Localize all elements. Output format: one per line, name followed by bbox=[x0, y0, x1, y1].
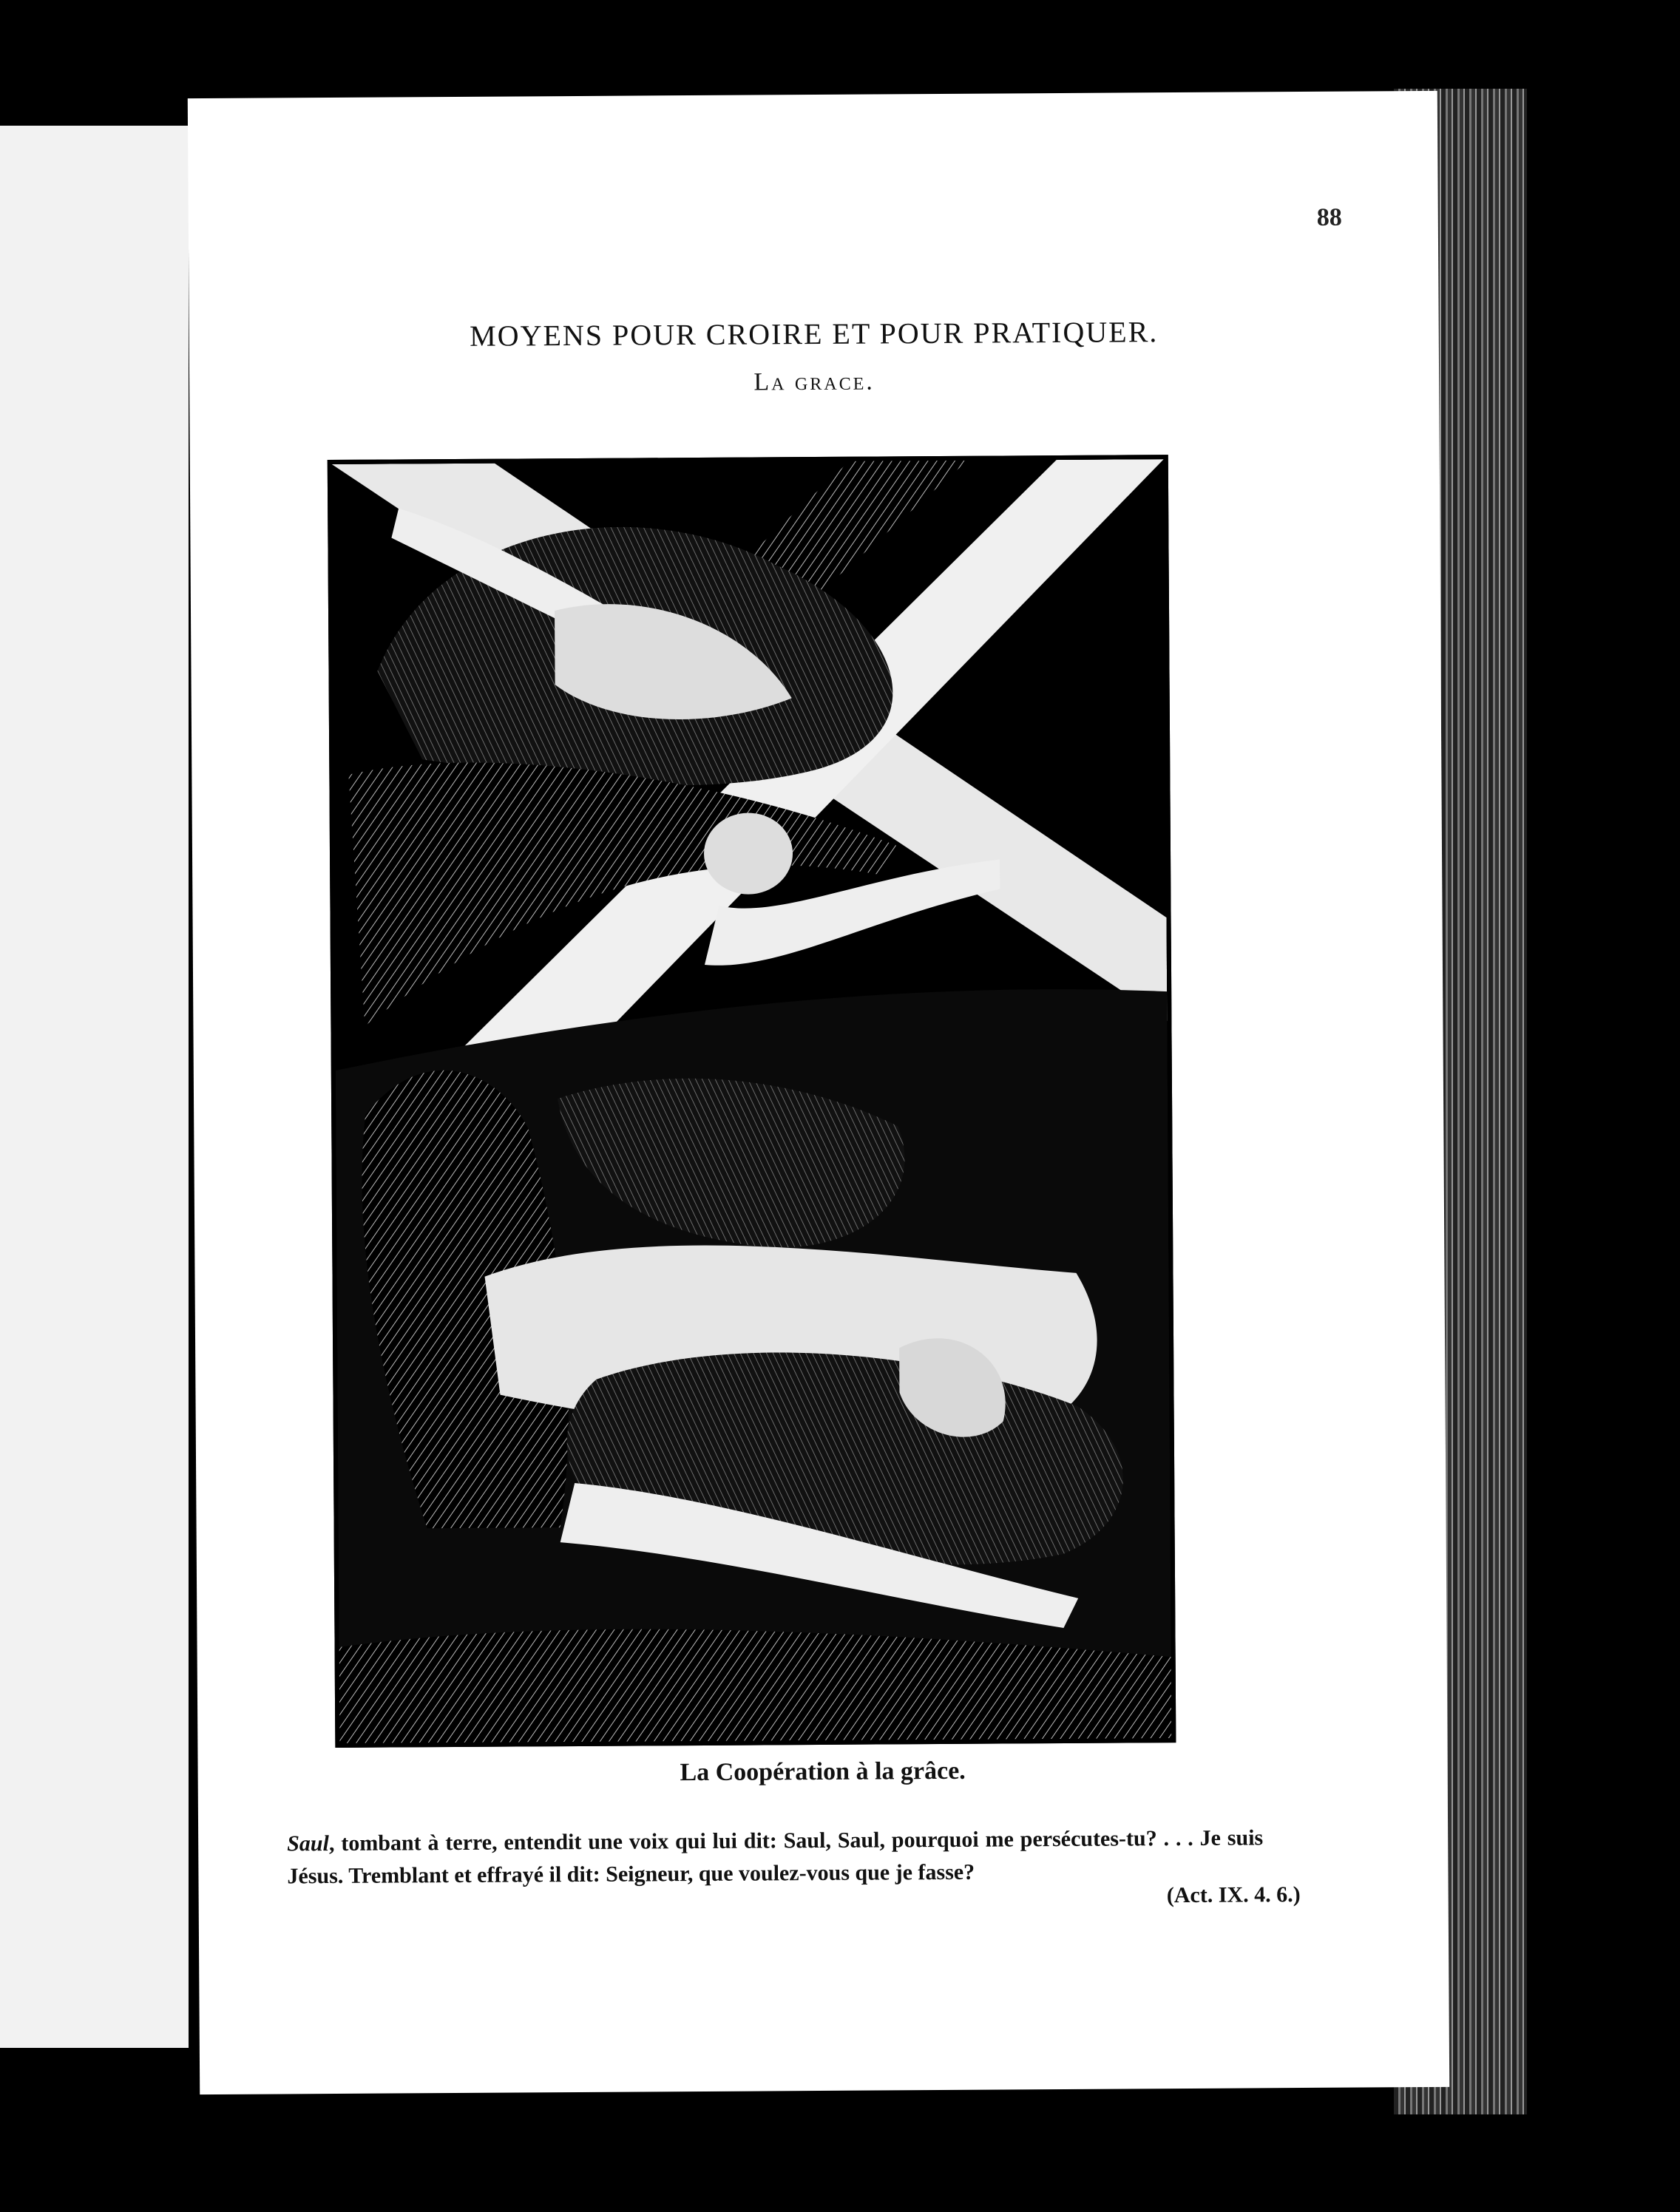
engraving-illustration bbox=[328, 455, 1176, 1748]
scripture-reference: (Act. IX. 4. 6.) bbox=[1166, 1882, 1301, 1908]
page-subheading: La grace. bbox=[753, 367, 875, 396]
illustration-caption: La Coopération à la grâce. bbox=[680, 1757, 966, 1787]
scripture-passage bbox=[287, 1822, 1264, 1893]
page-number: 88 bbox=[1316, 203, 1342, 231]
book-page bbox=[188, 91, 1449, 2094]
left-page-edge bbox=[0, 126, 189, 2048]
page-heading: MOYENS POUR CROIRE ET POUR PRATIQUER. bbox=[470, 315, 1159, 353]
engraving-drawing bbox=[332, 459, 1172, 1743]
passage-lead-word: Saul bbox=[287, 1831, 330, 1856]
passage-text: , tombant à terre, entendit une voix qui lui dit: Saul, Saul, pourquoi me persécutes-tu? . . . Je suis Jésus. Tremblant et effrayé il dit: Seigneur, que voulez-vous que je fasse? bbox=[287, 1825, 1264, 1889]
